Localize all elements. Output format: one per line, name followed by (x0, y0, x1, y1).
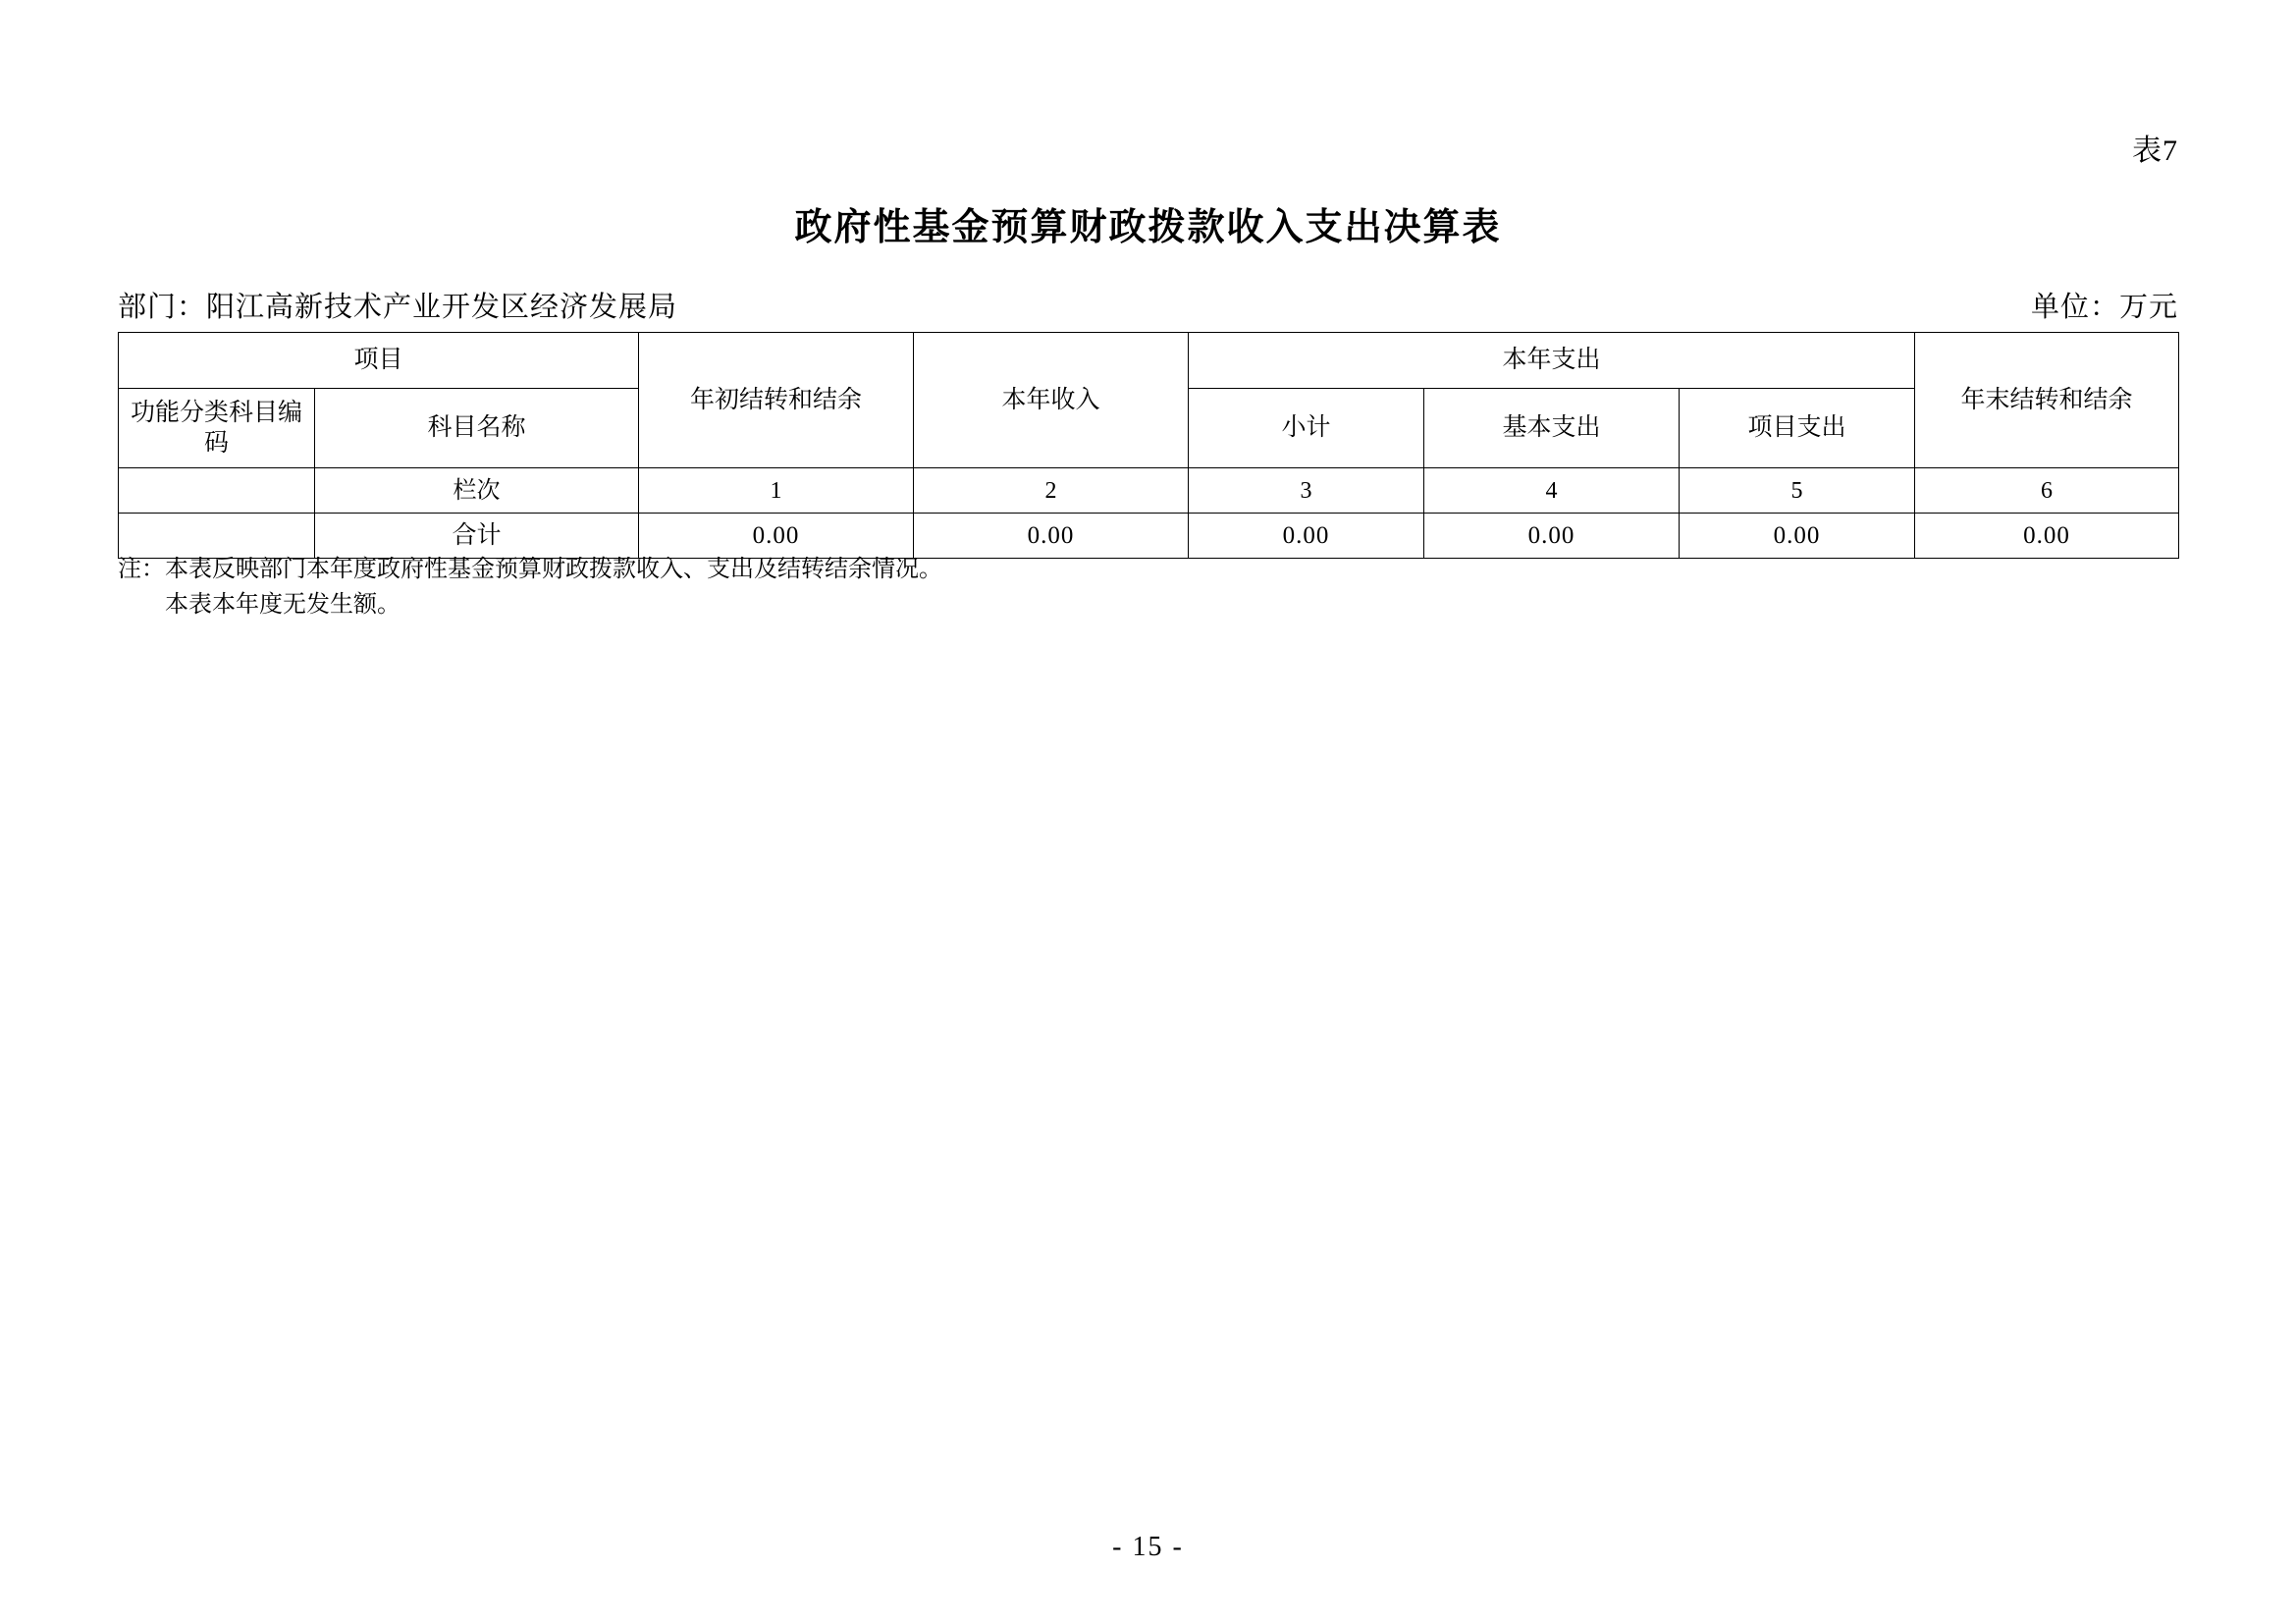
table-header-row-1 (119, 333, 2179, 389)
total-subtotal: 0.00 (1189, 514, 1424, 559)
total-basic-expenditure: 0.00 (1424, 514, 1680, 559)
header-year-expenditure: 本年支出 (1189, 333, 1915, 389)
column-index-4: 4 (1424, 468, 1680, 514)
header-subject-name: 科目名称 (315, 389, 639, 468)
column-index-blank (119, 468, 315, 514)
header-item: 项目 (119, 333, 639, 389)
header-subtotal: 小计 (1189, 389, 1424, 468)
column-index-3: 3 (1189, 468, 1424, 514)
table-row (119, 468, 2179, 514)
page-number: - 15 - (1112, 1532, 1184, 1562)
table-number-label: 表7 (2132, 135, 2178, 167)
page-title: 政府性基金预算财政拨款收入支出决算表 (794, 207, 1502, 248)
header-year-income: 本年收入 (914, 333, 1189, 468)
column-index-1: 1 (639, 468, 914, 514)
total-project-expenditure: 0.00 (1680, 514, 1915, 559)
department-label: 部门：阳江高新技术产业开发区经济发展局 (118, 292, 678, 323)
budget-table (118, 332, 2179, 559)
header-end-balance: 年末结转和结余 (1915, 333, 2179, 468)
note-line-2: 本表本年度无发生额。 (165, 592, 400, 618)
header-project-expenditure: 项目支出 (1680, 389, 1915, 468)
total-end-balance: 0.00 (1915, 514, 2179, 559)
column-index-6: 6 (1915, 468, 2179, 514)
total-year-income: 0.00 (914, 514, 1189, 559)
column-index-label: 栏次 (315, 468, 639, 514)
header-basic-expenditure: 基本支出 (1424, 389, 1680, 468)
header-function-code: 功能分类科目编码 (119, 389, 315, 468)
column-index-2: 2 (914, 468, 1189, 514)
meta-row (118, 285, 2178, 325)
header-begin-balance: 年初结转和结余 (639, 333, 914, 468)
total-row-label: 合计 (315, 514, 639, 559)
total-begin-balance: 0.00 (639, 514, 914, 559)
unit-label: 单位：万元 (2030, 292, 2178, 323)
table-notes (118, 552, 942, 623)
note-line-1: 注：本表反映部门本年度政府性基金预算财政拨款收入、支出及结转结余情况。 (118, 557, 942, 582)
column-index-5: 5 (1680, 468, 1915, 514)
